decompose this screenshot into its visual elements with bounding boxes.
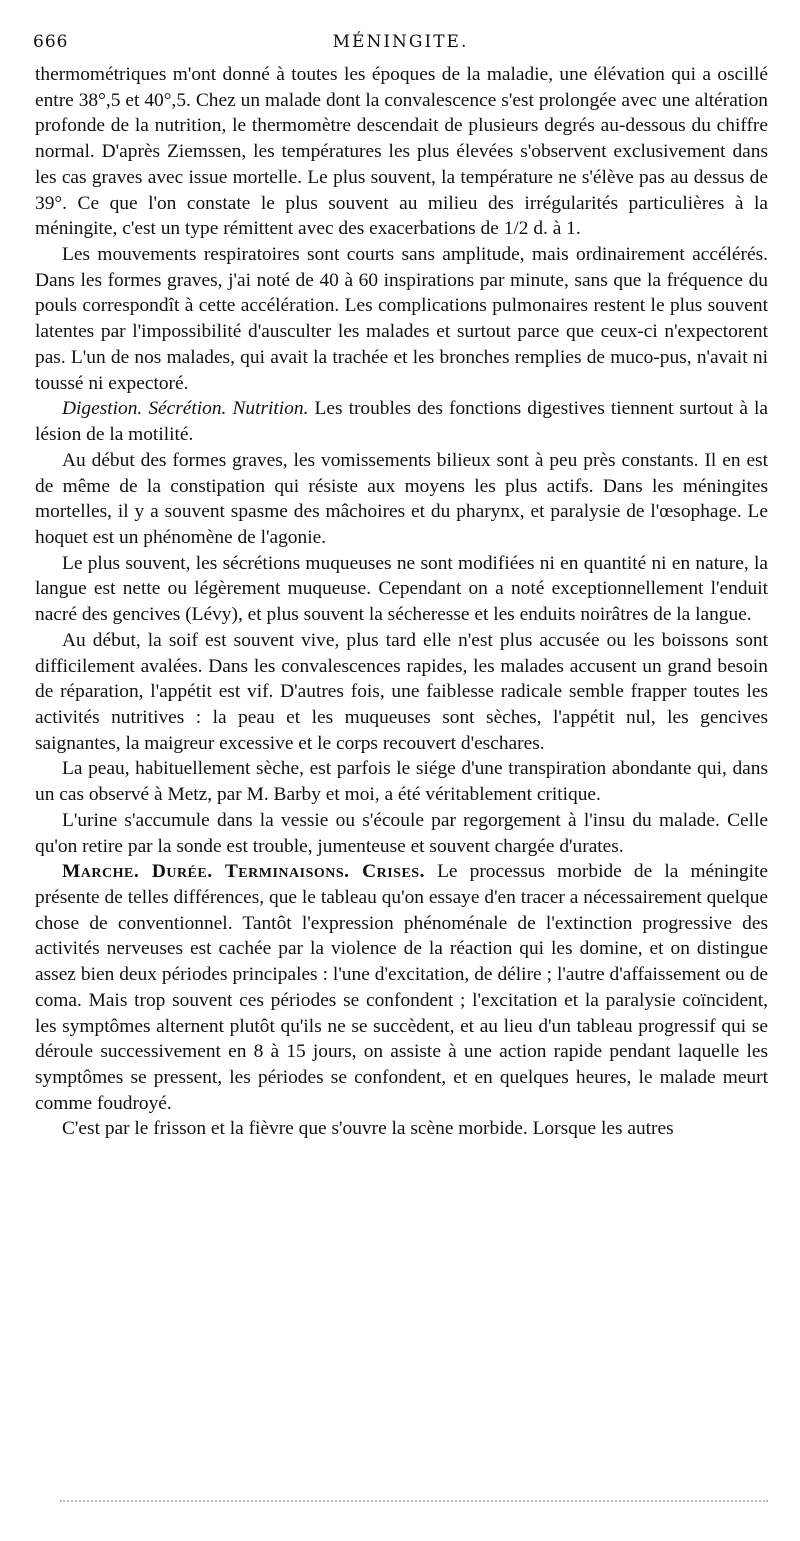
paragraph-course-heading xyxy=(35,859,768,1116)
paragraph-digestion-heading xyxy=(35,396,768,447)
paragraph-text: Les troubles des fonctions digestives tiennent surtout à la lésion de la motilité. xyxy=(35,398,769,446)
paragraph-text: Le processus morbide de la méningite présente de telles différences, que le tableau qu'on essaye d'en tracer a nécessairement quelque chose de conventionnel. Tantôt l'expression phénoménale de l'extinction progressive des activités nerveuses est cachée par la violence de la réaction qui les domine, et on distingue assez bien deux périodes principales : l'une d'excitation, de délire ; l'autre d'affaissement ou de coma. Mais trop souvent ces périodes se confondent ; l'excitation et la paralysie coïncident, les symptômes alternent plutôt qu'ils ne se succèdent, et au lieu d'un tableau progressif qui se déroule successivement en 8 à 15 jours, on assiste à une action rapide pendant laquelle les symptômes se pressent, les périodes se confondent, et en quelques heures, le malade meurt comme foudroyé. xyxy=(35,861,768,1114)
section-heading-course: Marche. Durée. Terminaisons. Crises. xyxy=(62,861,425,883)
paragraph-secretions: Le plus souvent, les sécrétions muqueuses ne sont modifiées ni en quantité ni en nature, la langue est nette ou légèrement muqueuse. Cependant on a noté exceptionnellement l'enduit nacré des gencives (Lévy), et plus souvent la sécheresse et les enduits noirâtres de la langue. xyxy=(35,552,768,626)
paragraph-vomiting: Au début des formes graves, les vomissements bilieux sont à peu près constants. Il en est de même de la constipation qui résiste aux moyens les plus actifs. Dans les méningites mortelles, il y a souvent spasme des mâchoires et du pharynx, et paralysie de l'œsophage. Le hoquet est un phénomène de l'agonie. xyxy=(35,449,768,548)
paragraph-skin: La peau, habituellement sèche, est parfois le siége d'une transpiration abondante qui, dans un cas observé à Metz, par M. Barby et moi, a été véritablement critique. xyxy=(35,758,768,806)
page-header xyxy=(33,32,768,56)
paragraph-temperature: thermométriques m'ont donné à toutes les époques de la maladie, une élévation qui a oscillé entre 38°,5 et 40°,5. Chez un malade dont la convalescence s'est prolongée avec une altération profonde de la nutrition, le thermomètre descendait de plusieurs degrés au-dessous du chiffre normal. D'après Ziemssen, les températures les plus élevées s'observent exclusivement dans les cas graves avec issue mortelle. Le plus souvent, la température ne s'élève pas au dessus de 39°. Ce que l'on constate le plus souvent au milieu des irrégularités particulières à la méningite, c'est un type rémittent avec des exacerbations de 1/2 d. à 1. xyxy=(35,64,768,240)
paragraph-urine: L'urine s'accumule dans la vessie ou s'écoule par regorgement à l'insu du malade. Celle qu'on retire par la sonde est trouble, jumenteuse et souvent chargée d'urates. xyxy=(35,809,768,857)
running-title: MÉNINGITE. xyxy=(332,32,469,52)
section-heading-digestion: Digestion. Sécrétion. Nutrition. xyxy=(62,398,309,420)
bottom-rule xyxy=(60,1500,768,1502)
paragraph-onset: C'est par le frisson et la fièvre que s'ouvre la scène morbide. Lorsque les autres xyxy=(62,1118,674,1140)
paragraph-thirst: Au début, la soif est souvent vive, plus tard elle n'est plus accusée ou les boissons sont difficilement avalées. Dans les convalescences rapides, les malades accusent un grand besoin de réparation, l'appétit est vif. D'autres fois, une faiblesse radicale semble frapper toutes les activités nutritives : la peau et les muqueuses sont sèches, l'appétit nul, les gencives saignantes, la maigreur excessive et le corps recouvert d'eschares. xyxy=(35,629,768,754)
body-text xyxy=(35,62,768,1142)
paragraph-respiration: Les mouvements respiratoires sont courts sans amplitude, mais ordinairement accélérés. Dans les formes graves, j'ai noté de 40 à 60 inspirations par minute, sans que la fréquence du pouls correspondît à cette accélération. Les complications pulmonaires restent le plus souvent latentes par l'impossibilité d'ausculter les malades et surtout parce que ceux-ci n'expectorent pas. L'un de nos malades, qui avait la trachée et les bronches remplies de muco-pus, n'avait ni toussé ni expectoré. xyxy=(35,244,768,394)
page-number: 666 xyxy=(33,32,69,52)
